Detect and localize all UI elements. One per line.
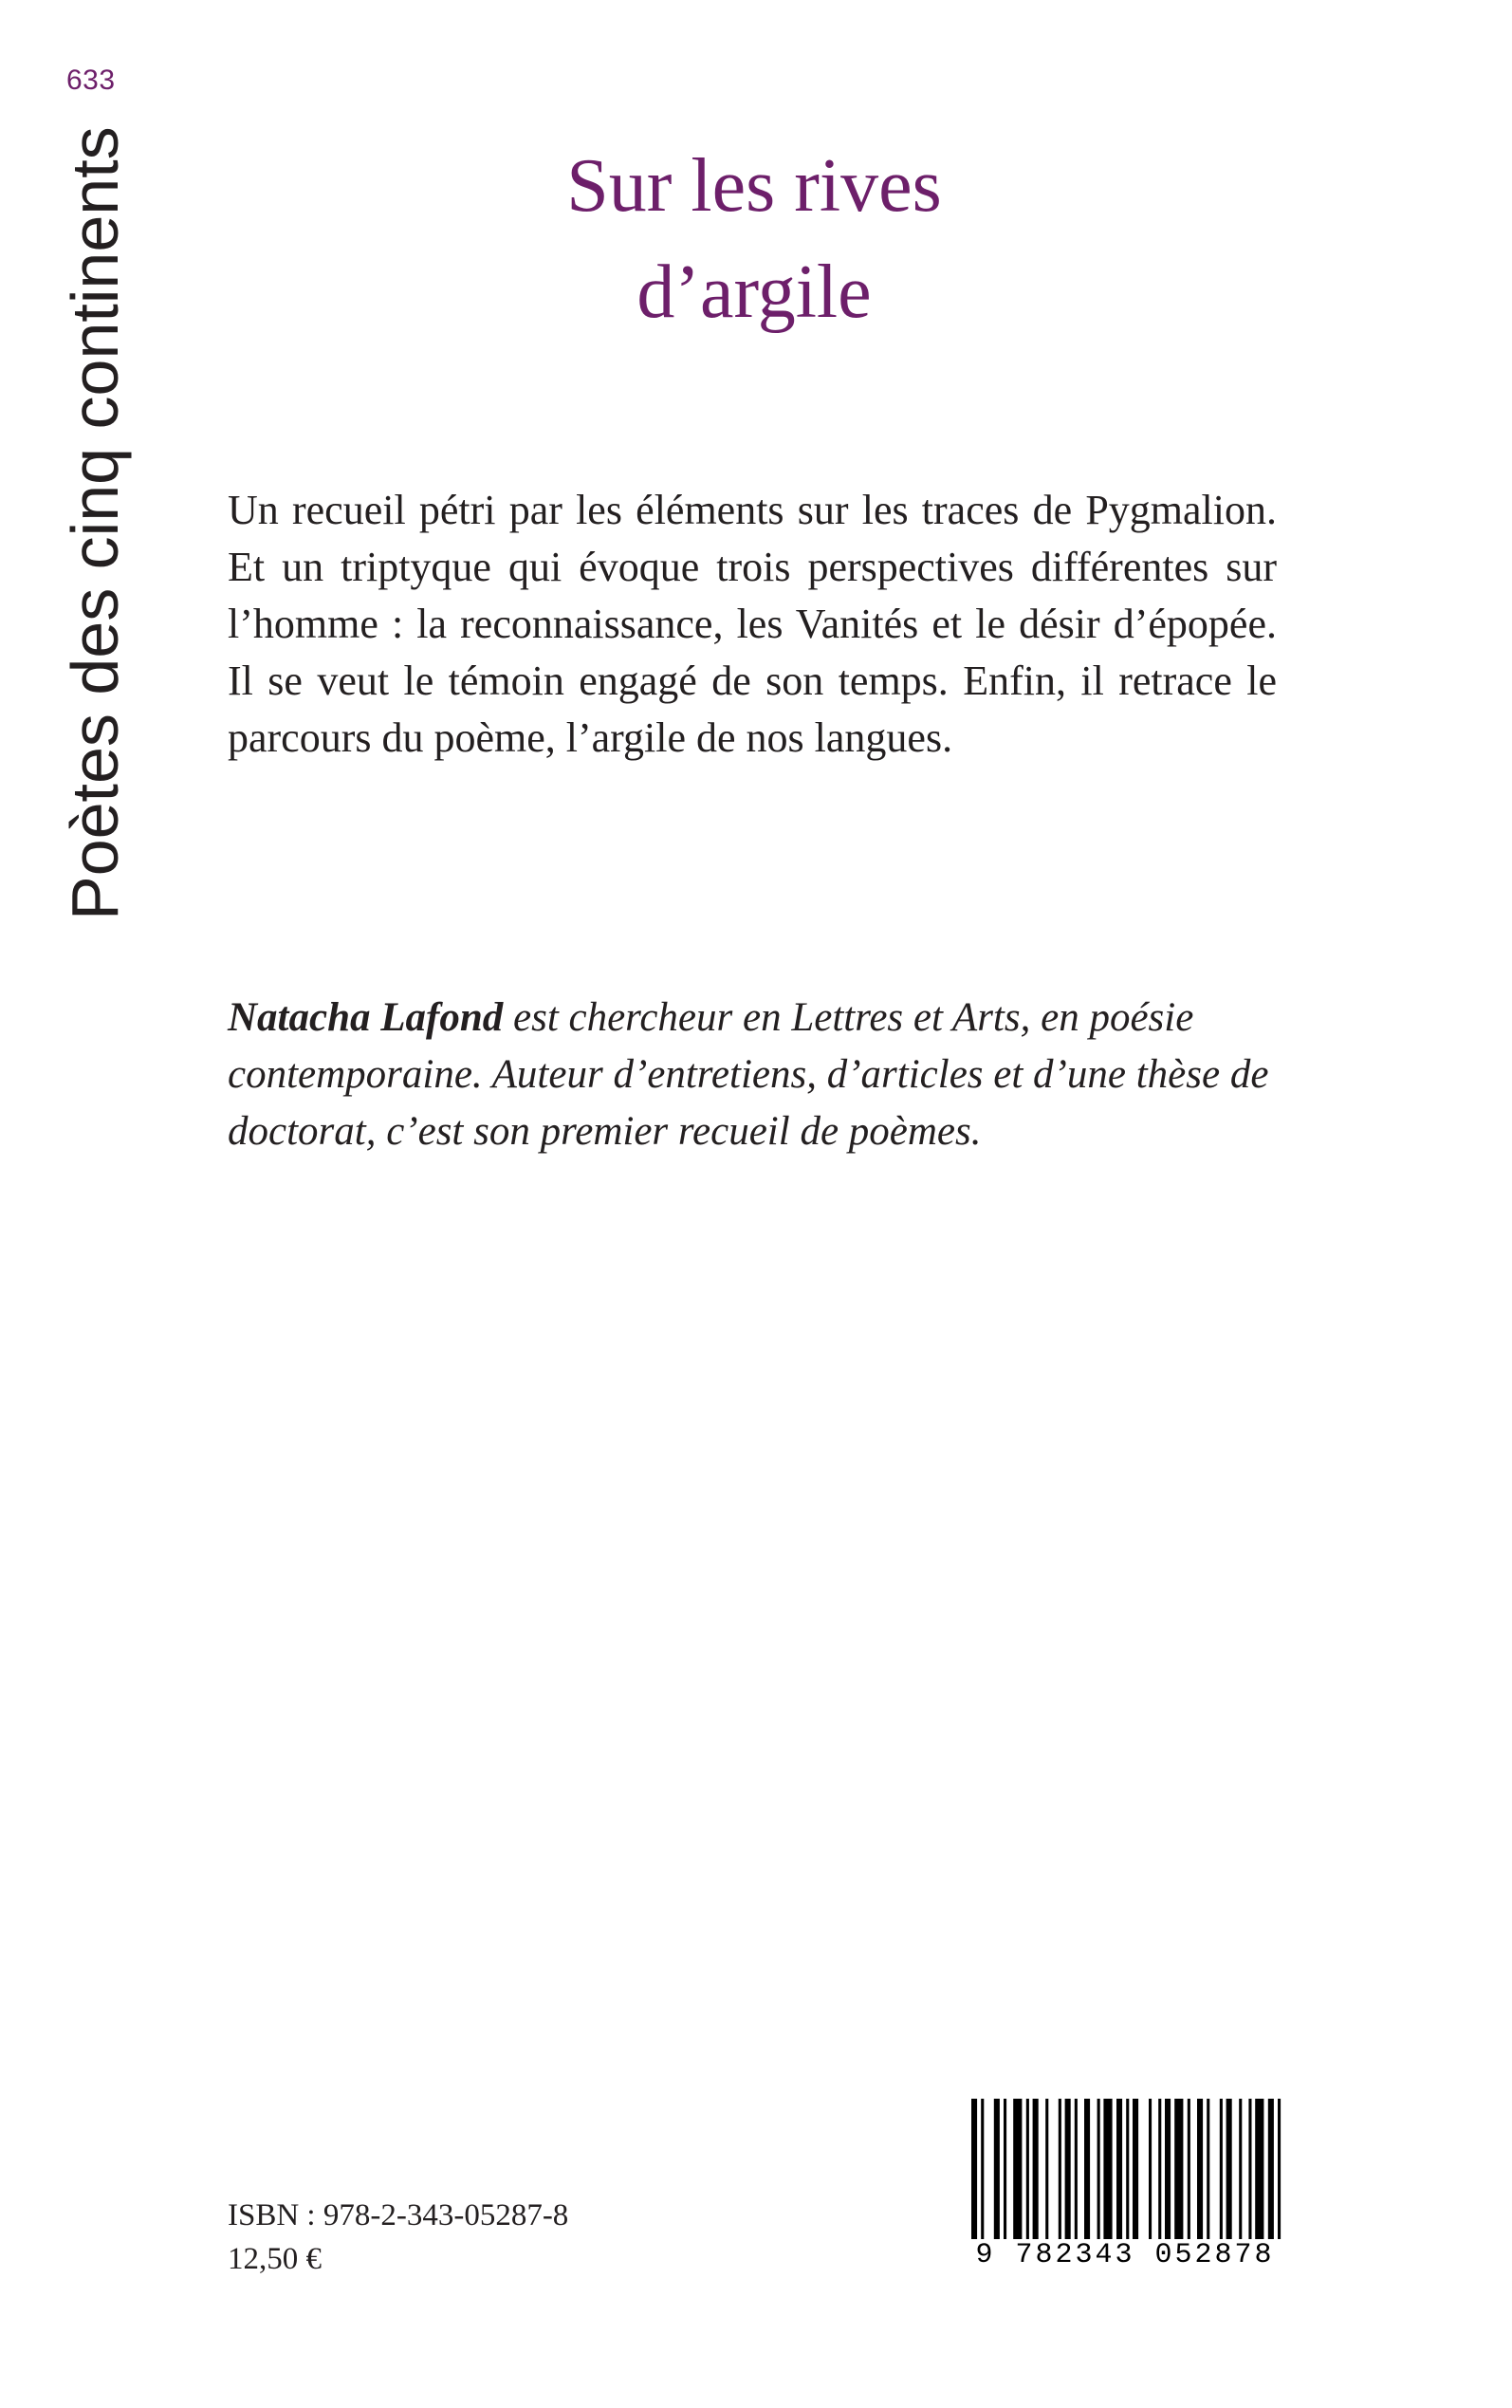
barcode-bar — [1033, 2099, 1039, 2241]
author-bio — [228, 990, 1277, 1160]
author-name: Natacha Lafond — [228, 995, 504, 1040]
book-blurb: Un recueil pétri par les éléments sur les traces de Pygmalion. Et un triptyque qui évoque trois perspectives différentes sur l’homme : la reconnaissance, les Vanités et le désir d’épopée. Il se veut le témoin engagé de son temps. Enfin, il retrace le parcours du poème, l’argile de nos langues. — [228, 487, 1277, 761]
barcode-bar — [1207, 2099, 1209, 2241]
barcode-bar — [981, 2099, 984, 2241]
barcode-bar — [1255, 2099, 1263, 2241]
barcode-bars — [966, 2099, 1284, 2241]
barcode-bar — [1248, 2099, 1251, 2241]
barcode-bar — [1045, 2099, 1048, 2241]
barcode-bar — [1075, 2099, 1078, 2241]
barcode-bar — [1059, 2099, 1061, 2241]
barcode-bar — [1026, 2099, 1029, 2241]
barcode-bar — [1197, 2099, 1203, 2241]
barcode-bar — [1126, 2099, 1129, 2241]
book-title — [379, 133, 1129, 345]
barcode-bar — [1188, 2099, 1190, 2241]
barcode-bar — [1133, 2099, 1138, 2241]
barcode-bar — [1268, 2099, 1274, 2241]
barcode-bar — [994, 2099, 1000, 2241]
barcode-digits: 9 782343 052878 — [966, 2239, 1284, 2271]
barcode-bar — [1278, 2099, 1281, 2241]
barcode-bar — [1165, 2099, 1171, 2241]
barcode-bar — [1065, 2099, 1071, 2241]
barcode-bar — [1084, 2099, 1090, 2241]
isbn: ISBN : 978-2-343-05287-8 — [228, 2198, 569, 2232]
barcode — [966, 2099, 1284, 2279]
barcode-bar — [1174, 2099, 1183, 2241]
author-bio-text: est chercheur en Lettres et Arts, en poésie contemporaine. Auteur d’entretiens, d’articles et d’une thèse de doctorat, c’est son premier recueil de poèmes. — [228, 995, 1269, 1154]
barcode-bar — [1004, 2099, 1006, 2241]
barcode-bar — [971, 2099, 977, 2241]
book-title-line-1: Sur les rives — [566, 144, 942, 228]
barcode-bar — [1097, 2099, 1100, 2241]
barcode-bar — [1239, 2099, 1242, 2241]
barcode-bar — [1013, 2099, 1022, 2241]
series-name-vertical: Poètes des cinq continents — [58, 126, 132, 920]
barcode-bar — [1158, 2099, 1161, 2241]
book-title-line-2: d’argile — [636, 250, 872, 334]
barcode-bar — [1116, 2099, 1122, 2241]
barcode-bar — [1103, 2099, 1112, 2241]
price: 12,50 € — [228, 2242, 322, 2276]
series-number: 633 — [66, 65, 116, 96]
barcode-bar — [1226, 2099, 1232, 2241]
barcode-bar — [1149, 2099, 1152, 2241]
barcode-bar — [1220, 2099, 1223, 2241]
